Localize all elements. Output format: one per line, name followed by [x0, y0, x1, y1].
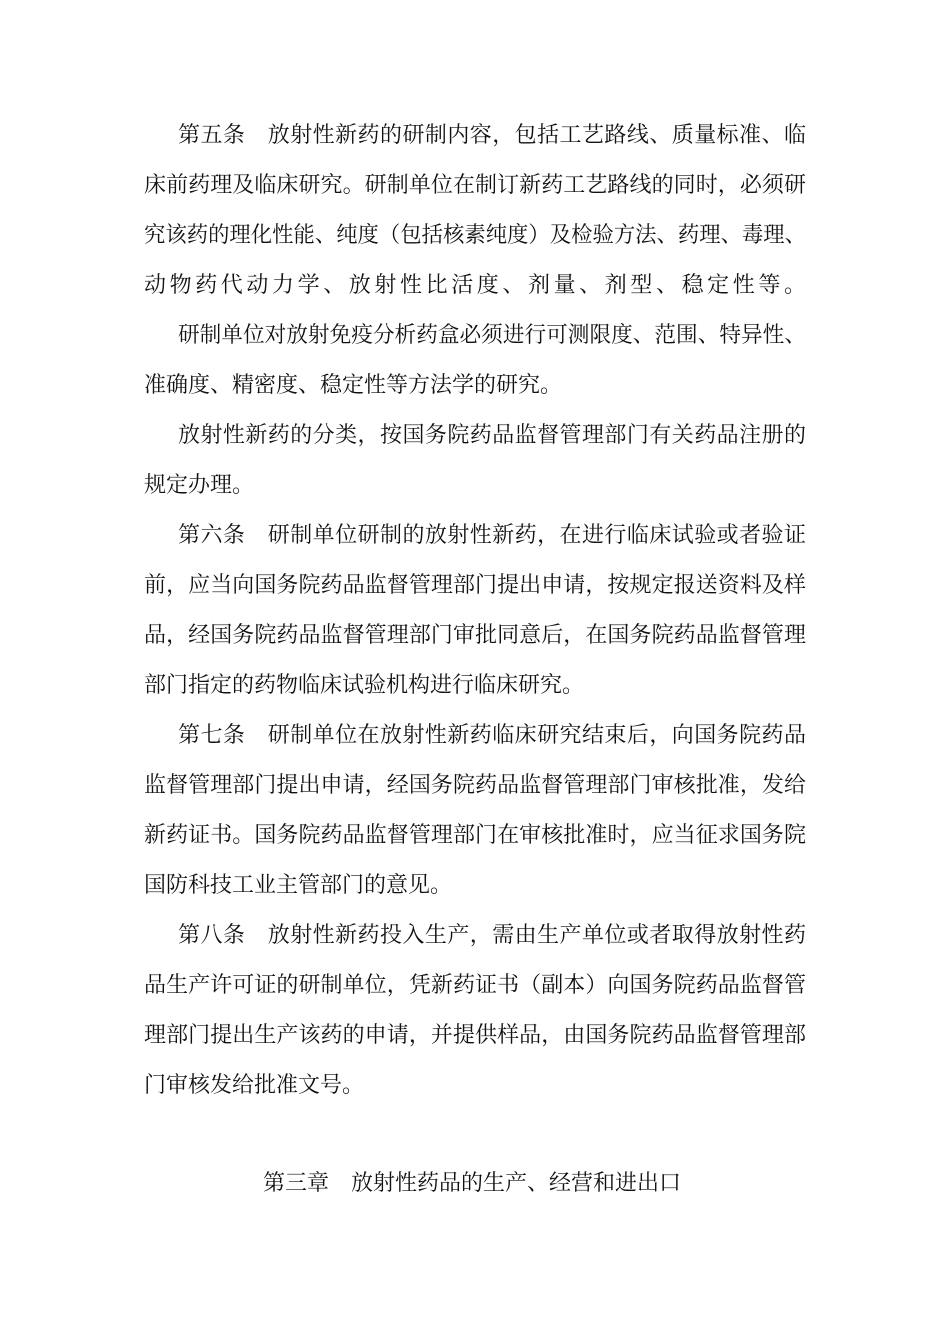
paragraph-line: [0, 718, 950, 754]
paragraph-line: [0, 968, 950, 1004]
paragraph-line: [0, 268, 950, 304]
line-text: 部门指定的药物临床试验机构进行临床研究。: [144, 673, 585, 698]
line-text: 准确度、精密度、稳定性等方法学的研究。: [144, 373, 563, 398]
line-text: 床前药理及临床研究。研制单位在制订新药工艺路线的同时，必须研: [144, 173, 807, 198]
line-text: 监督管理部门提出申请，经国务院药品监督管理部门审核批准，发给: [144, 773, 807, 798]
line-text: 门审核发给批准文号。: [144, 1073, 365, 1098]
paragraph-line: [0, 318, 950, 354]
line-text: 国防科技工业主管部门的意见。: [144, 873, 453, 898]
line-text: 第六条 研制单位研制的放射性新药，在进行临床试验或者验证: [178, 523, 807, 548]
line-text: 第五条 放射性新药的研制内容，包括工艺路线、质量标准、临: [178, 123, 807, 148]
chapter-heading: [0, 1166, 950, 1202]
line-text: 第八条 放射性新药投入生产，需由生产单位或者取得放射性药: [178, 923, 807, 948]
paragraph-line: [0, 668, 950, 704]
paragraph-line: [0, 1018, 950, 1054]
paragraph-line: [0, 868, 950, 904]
line-text: 新药证书。国务院药品监督管理部门在审核批准时，应当征求国务院: [144, 823, 807, 848]
line-text: 理部门提出生产该药的申请，并提供样品，由国务院药品监督管理部: [144, 1023, 807, 1048]
paragraph-line: [0, 118, 950, 154]
line-text: 规定办理。: [144, 473, 255, 498]
paragraph-line: [0, 818, 950, 854]
paragraph-line: [0, 418, 950, 454]
paragraph-line: [0, 218, 950, 254]
chapter-heading-text: 第三章 放射性药品的生产、经营和进出口: [263, 1171, 682, 1196]
line-text: 第七条 研制单位在放射性新药临床研究结束后，向国务院药品: [178, 723, 807, 748]
paragraph-line: [0, 518, 950, 554]
paragraph-line: [0, 368, 950, 404]
line-text: 前，应当向国务院药品监督管理部门提出申请，按规定报送资料及样: [144, 573, 807, 598]
paragraph-line: [0, 618, 950, 654]
paragraph-line: [0, 918, 950, 954]
line-text: 究该药的理化性能、纯度（包括核素纯度）及检验方法、药理、毒理、: [144, 223, 807, 248]
line-text: 研制单位对放射免疫分析药盒必须进行可测限度、范围、特异性、: [178, 323, 806, 348]
paragraph-line: [0, 468, 950, 504]
paragraph-line: [0, 568, 950, 604]
paragraph-line: [0, 768, 950, 804]
line-text: 放射性新药的分类，按国务院药品监督管理部门有关药品注册的: [178, 423, 807, 448]
paragraph-line: [0, 1068, 950, 1104]
line-text: 品生产许可证的研制单位，凭新药证书（副本）向国务院药品监督管: [144, 973, 807, 998]
line-text: 动物药代动力学、放射性比活度、剂量、剂型、稳定性等。: [144, 273, 810, 298]
line-text: 品，经国务院药品监督管理部门审批同意后，在国务院药品监督管理: [144, 623, 807, 648]
paragraph-line: [0, 168, 950, 204]
